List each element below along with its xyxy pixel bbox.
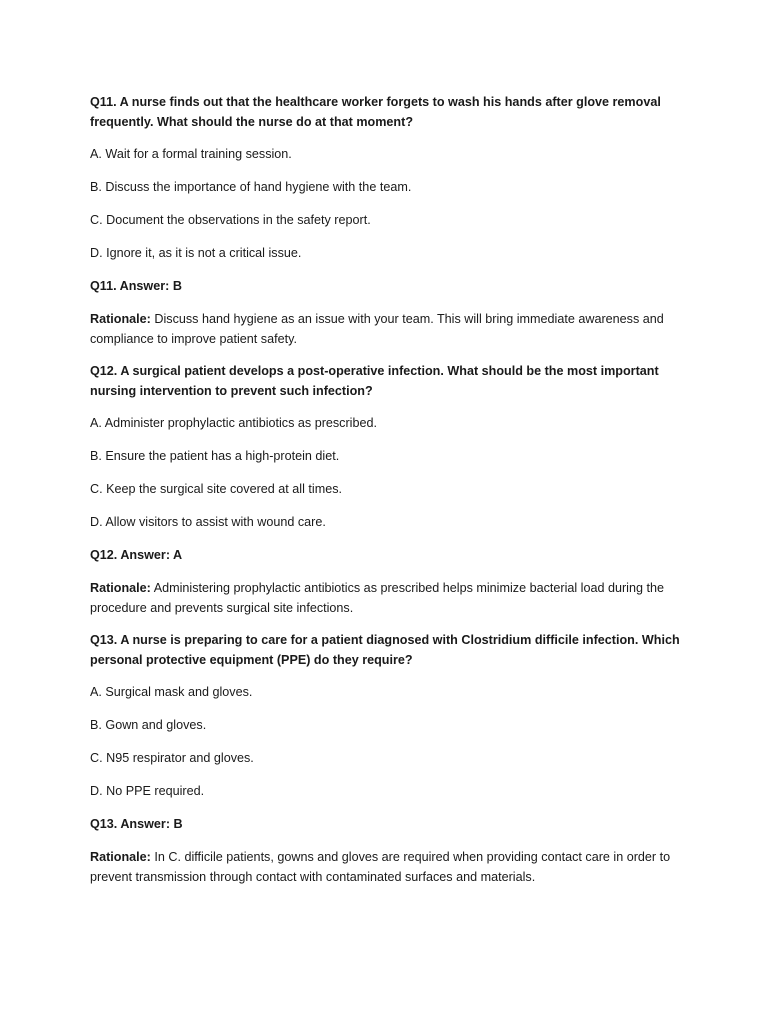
option-a: A. Surgical mask and gloves. [90, 685, 253, 699]
question-text: Q11. A nurse finds out that the healthcare worker forgets to wash his hands after glove removal frequently. What should the nurse do at that moment? [90, 95, 661, 129]
option-d: D. Allow visitors to assist with wound care. [90, 515, 326, 529]
rationale-text: Administering prophylactic antibiotics as prescribed helps minimize bacterial load during the procedure and prevents surgical site infections. [90, 581, 664, 615]
option-c: C. Keep the surgical site covered at all times. [90, 482, 342, 496]
rationale-paragraph [90, 578, 680, 618]
question-text: Q12. A surgical patient develops a post-operative infection. What should be the most important nursing intervention to prevent such infection? [90, 364, 659, 398]
rationale-label: Rationale: [90, 850, 151, 864]
rationale-paragraph [90, 847, 680, 887]
rationale-text: Discuss hand hygiene as an issue with your team. This will bring immediate awareness and compliance to improve patient safety. [90, 312, 664, 346]
answer-line: Q12. Answer: A [90, 548, 183, 562]
question-block-q12 [90, 361, 680, 618]
rationale-paragraph [90, 309, 680, 349]
question-block-q11 [90, 92, 680, 349]
document-page [90, 92, 680, 899]
option-a: A. Wait for a formal training session. [90, 147, 292, 161]
option-d: D. Ignore it, as it is not a critical issue. [90, 246, 302, 260]
answer-line: Q11. Answer: B [90, 279, 182, 293]
question-text: Q13. A nurse is preparing to care for a patient diagnosed with Clostridium difficile infection. Which personal protective equipment (PPE) do they require? [90, 633, 680, 667]
option-b: B. Ensure the patient has a high-protein diet. [90, 449, 340, 463]
option-d: D. No PPE required. [90, 784, 205, 798]
option-b: B. Gown and gloves. [90, 718, 207, 732]
rationale-text: In C. difficile patients, gowns and gloves are required when providing contact care in order to prevent transmission through contact with contaminated surfaces and materials. [90, 850, 671, 884]
option-c: C. Document the observations in the safety report. [90, 213, 371, 227]
question-block-q13 [90, 630, 680, 887]
option-b: B. Discuss the importance of hand hygiene with the team. [90, 180, 412, 194]
option-a: A. Administer prophylactic antibiotics as prescribed. [90, 416, 377, 430]
rationale-label: Rationale: [90, 312, 151, 326]
option-c: C. N95 respirator and gloves. [90, 751, 254, 765]
answer-line: Q13. Answer: B [90, 817, 183, 831]
rationale-label: Rationale: [90, 581, 151, 595]
